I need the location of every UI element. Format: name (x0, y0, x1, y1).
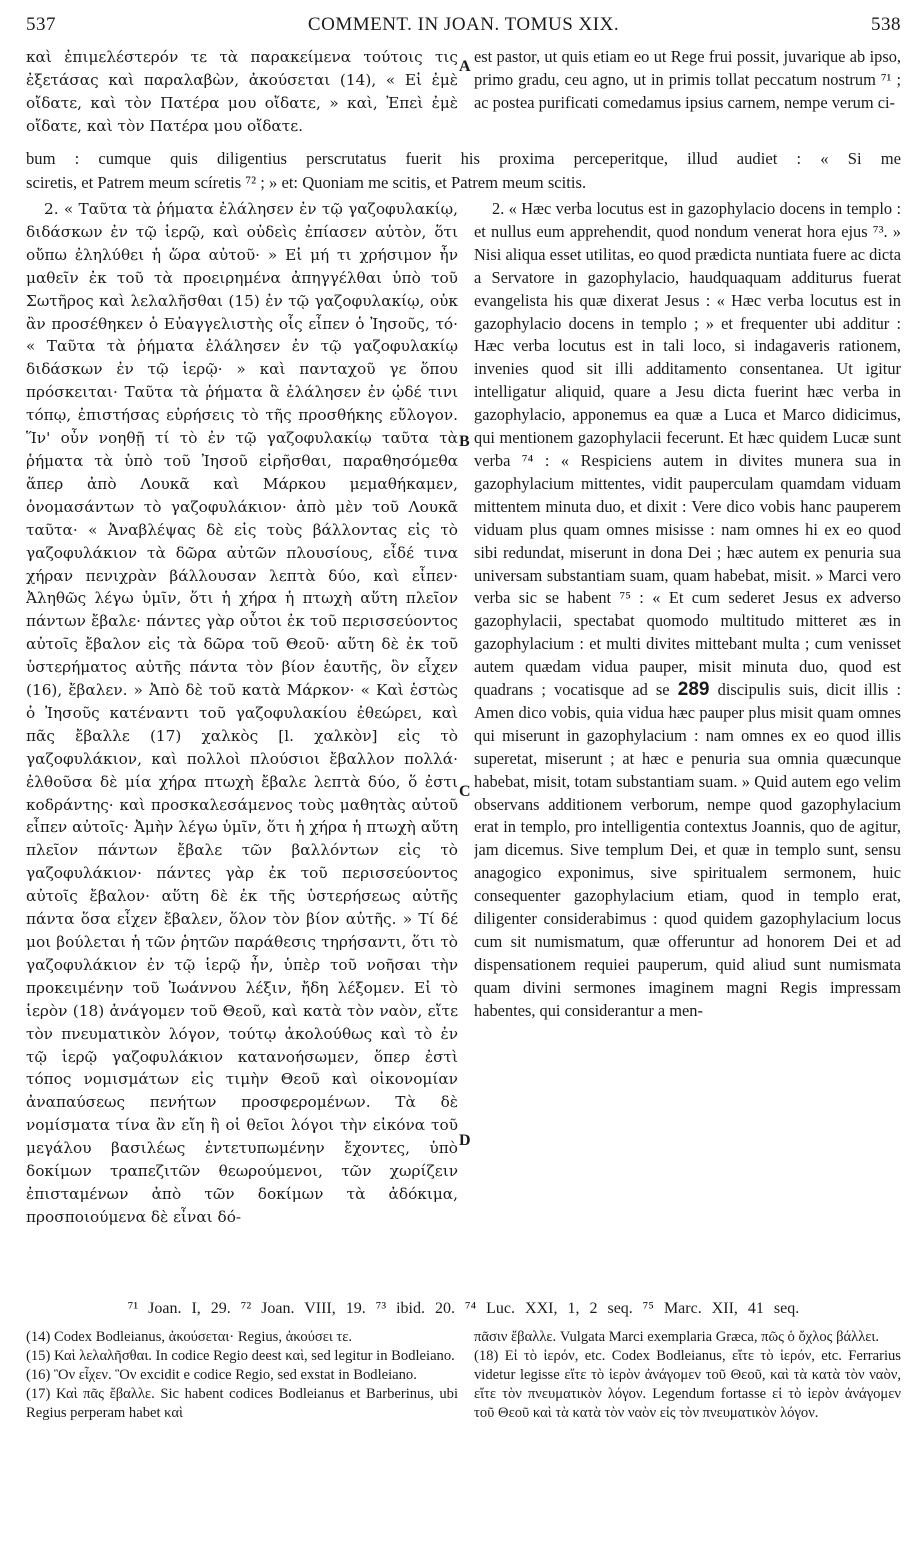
greek-column-main (26, 198, 458, 1288)
footnotes-left (26, 1328, 458, 1423)
margin-marker-b: B (459, 433, 470, 450)
page-number-right: 538 (871, 14, 901, 35)
footnote: (14) Codex Bodleianus, ἀκούσεται· Regius, ἀκούσει τε. (26, 1329, 353, 1345)
full-width-line-2: sciretis, et Patrem meum scíretis ⁷² ; » et: Quoniam me scitis, et Patrem meum scitis. (26, 173, 587, 192)
greek-column-top (26, 46, 458, 138)
running-head (26, 14, 901, 40)
page-number-left: 537 (26, 14, 56, 35)
footnote: (18) Εἰ τὸ ἱερόν, etc. Codex Bodleianus, εἴτε τὸ ἱερόν, etc. Ferrarius videtur legisse εἴτε τὸ ἱερὸν ἀνάγομεν τοῦ Θεοῦ, καὶ τὰ κατὰ τὸν ναὸν, εἴτε τὸν πνευματικὸν λόγον. Legendum fortasse εἰ τὸ ἱερὸν ἀνάγομεν τοῦ Θεοῦ καὶ τὰ κατὰ τὸν ναὸν εἰς τὸν πνευματικὸν λόγον. (474, 1348, 901, 1421)
footnote: (15) Καὶ λελαλῆσθαι. In codice Regio deest καὶ, sed legitur in Bodleiano. (26, 1348, 455, 1364)
full-width-line-1: bum : cumque quis diligentius perscrutatus fuerit his proxima perceperitque, illud audiet : « Si me (26, 149, 901, 168)
footnote: πᾶσιν ἔβαλλε. Vulgata Marci exemplaria Græca, πῶς ὁ ὄχλος βάλλει. (474, 1329, 879, 1345)
footnote: (16) Ὃν εἶχεν. Ὃν excidit e codice Regio, sed exstat in Bodleiano. (26, 1367, 417, 1383)
latin-text-a: 2. « Hæc verba locutus est in gazophylacio docens in templo : et nullus eum apprehendit, quod nondum venerat hora ejus ⁷³. » Nisi aliqua esset utilitas, eo quod prædicta nuntiata fuere ac dicta a Servatore in gazophylacio, haudquaquam additurus fuerat evangelista his quæ dixerat Jesus : « Hæc verba locutus est in gazophylacio docens in templo ; » et frequenter ubi additur : Hæc verba locutus est in tali loco, si indagaveris rationem, invenies quod sit illi additamento consentanea. Ut igitur intelligatur aliquid, quare a Jesu dicta fuerint hæc verba in gazophylacio, apponemus ea quæ a Luca et Marco didicimus, qui mentionem gazophylacii fecerunt. Et hæc quidem Lucæ sunt verba ⁷⁴ : « Respiciens autem in divites munera sua in gazophylacium mittentes, vidit pauperculam quamdam viduam mittentem minuta duo, et dixit : Vere dico vobis hanc pauperem viduam plus quam omnes misisse : nam omnes hi ex eo quod sibi redundat, miserunt in dona Dei ; hæc autem ex penuria sua universam substantiam suam, quam habebat, misit. » Marci vero verba sic se habent ⁷⁵ : « Et cum sederet Jesus ex adverso gazophylacii, spectabat quomodo multitudo mitteret æs in gazophylacium : et multi divites mittebant multa ; cum venisset autem quædam vidua pauper, misit minuta duo, quod est quadrans ; vocatisque ad se (474, 199, 901, 700)
latin-text-b: discipulis suis, dicit illis : Amen dico vobis, quia vidua hæc pauper plus misit quam omnes qui miserunt in gazophylacium : nam omnes ex eo quod illis superetat, miserunt ; at hæc e penuria sua omnia quæcunque habebat, misit, totam substantiam suam. » Quid autem ego velim observans additionem verborum, nempe quod gazophylacium erat in templo, pro intelligentia contextus Joannis, quo de agitur, jam dicemus. Sive templum Dei, et quæ in templo sunt, sensu anagogico exponimus, sive spiritualem sermonem, huic consequenter gazophylacium etiam, quod in templo erat, diligenter considerabimus : quod quidem gazophylacium locus cum sit numismatum, quæ offeruntur ad honorem Dei et ad dispensationem requiei pauperum, quid aliud sunt numismata quam divini sermones imaginem magni Regis impressam habentes, qui considerantur a men- (474, 680, 901, 1020)
margin-marker-d: D (459, 1132, 471, 1149)
running-title: COMMENT. IN JOAN. TOMUS XIX. (307, 14, 620, 35)
margin-marker-c: C (459, 783, 471, 800)
scripture-references: ⁷¹ Joan. I, 29. ⁷² Joan. VIII, 19. ⁷³ ibid. 20. ⁷⁴ Luc. XXI, 1, 2 seq. ⁷⁵ Marc. XII, 41 seq. (127, 1300, 800, 1317)
latin-column-top (474, 46, 901, 138)
margin-marker-a: A (459, 58, 471, 75)
latin-paragraph-main (474, 198, 901, 1023)
footnote: (17) Καὶ πᾶς ἔβαλλε. Sic habent codices Bodleianus et Barberinus, ubi Regius perperam habet καὶ (26, 1386, 458, 1421)
footnotes-right (474, 1328, 901, 1423)
column-page-number: 289 (677, 679, 710, 701)
latin-paragraph-top: est pastor, ut quis etiam eo ut Rege frui possit, juvarique ab ipso, primo gradu, ceu agno, ut in primis tollat peccatum nostrum ⁷¹ ; ac postea purificati comedamus ipsius carnem, nempe verum ci- (474, 47, 901, 112)
greek-paragraph-top: καὶ ἐπιμελέστερόν τε τὰ παρακείμενα τούτοις τις ἐξετάσας καὶ παραλαβὼν, ἀκούσεται (14), « Εἰ ἐμὲ οἴδατε, καὶ τὸν Πατέρα μου οἴδατε, » καὶ, Ἐπεὶ ἐμὲ οἴδατε, καὶ τὸν Πατέρα μου οἴδατε. (26, 48, 458, 135)
latin-column-main (474, 198, 901, 1288)
greek-paragraph-main: 2. « Ταῦτα τὰ ῥήματα ἐλάλησεν ἐν τῷ γαζοφυλακίῳ, διδάσκων ἐν τῷ ἱερῷ, καὶ οὐδεὶς ἐπίασεν αὐτὸν, ὅτι οὔπω ἐληλύθει ἡ ὥρα αὐτοῦ· » Εἰ μή τι χρήσιμον ἦν μαθεῖν ἐκ τοῦ τὰ προειρημένα ἀπηγγέλθαι ὑπὸ τοῦ Σωτῆρος καὶ λελαλῆσθαι (15) ἐν τῷ γαζοφυλακίῳ, οὐκ ἂν προσέθηκεν ὁ Εὐαγγελιστὴς οἷς εἶπεν ὁ Ἰησοῦς, τό· « Ταῦτα τὰ ῥήματα ἐλάλησεν ἐν τῷ γαζοφυλακίῳ διδάσκων ἐν τῷ ἱερῷ· » καὶ πανταχοῦ γε ὅπου πρόσκειται· Ταῦτα τὰ ῥήματα ἃ ἐλάλησεν ἐν ᾡδέ τινι τόπῳ, ἐπιστήσας εὑρήσεις τὸ τῆς προσθήκης εὔλογον. Ἵν' οὖν νοηθῇ τί τὸ ἐν τῷ γαζοφυλακίῳ ταῦτα τὰ ῥήματα τὰ ὑπὸ τοῦ Ἰησοῦ εἰρῆσθαι, παραθησόμεθα ἅπερ ἀπὸ Λουκᾶ καὶ Μάρκου μεμαθήκαμεν, ὀνομασάντων τὸ γαζοφυλάκιον· ἀπὸ μὲν τοῦ Λουκᾶ ταῦτα· « Ἀναβλέψας δὲ εἰς τοὺς βάλλοντας εἰς τὸ γαζοφυλάκιον τὰ δῶρα αὐτῶν πλουσίους, εἶδέ τινα χήραν πενιχρὰν βάλλουσαν λεπτὰ δύο, καὶ εἶπεν· Ἀληθῶς λέγω ὑμῖν, ὅτι ἡ χήρα ἡ πτωχὴ αὕτη πλεῖον πάντων ἔβαλε· πάντες γὰρ οὗτοι ἐκ τοῦ περισσεύοντος αὐτοῖς ἔβαλον εἰς τὰ δῶρα τοῦ Θεοῦ· αὕτη δὲ ἐκ τοῦ ὑστερήματος αὐτῆς πάντα τὸν βίον ἑαυτῆς, ὃν εἶχεν (16), ἔβαλεν. » Ἀπὸ δὲ τοῦ κατὰ Μάρκον· « Καὶ ἑστὼς ὁ Ἰησοῦς κατέναντι τοῦ γαζοφυλακίου ἐθεώρει, καὶ πᾶς ἔβαλλε (17) χαλκὸς [l. χαλκὸν] εἰς τὸ γαζοφυλάκιον, καὶ πολλοὶ πλούσιοι ἔβαλλον πολλά· ἐλθοῦσα δὲ μία χήρα πτωχὴ ἔβαλε λεπτὰ δύο, ὅ ἐστι κοδράντης· καὶ προσκαλεσάμενος τοὺς μαθητὰς αὐτοῦ εἶπεν αὐτοῖς· Ἀμὴν λέγω ὑμῖν, ὅτι ἡ χήρα ἡ πτωχὴ αὕτη πλεῖον πάντων ἔβαλε τῶν βαλλόντων εἰς τὸ γαζοφυλάκιον· πάντες γὰρ ἐκ τοῦ περισσεύοντος αὐτοῖς ἔβαλον· αὕτη δὲ ἐκ τῆς ὑστερήσεως αὐτῆς πάντα ὅσα εἶχεν ἔβαλεν, ὅλον τὸν βίον αὐτῆς. » Τί δέ μοι βούλεται ἡ τῶν ῥητῶν παράθεσις τηρήσαντι, ὅτι τὸ γαζοφυλάκιον ἐν τῷ ἱερῷ ἦν, ὑπὲρ τοῦ νοῆσαι τὴν προκειμένην τοῦ Ἰωάννου λέξιν, ἤδη λέξομεν. Εἰ τὸ ἱερὸν (18) ἀνάγομεν τοῦ Θεοῦ, καὶ κατὰ τὸν ναὸν, εἴτε τὸν πνευματικὸν λόγον, τούτῳ ἀκολούθως καὶ τὸ ἐν τῷ ἱερῷ γαζοφυλάκιον κατανοήσωμεν, ὅπερ ἐστὶ τόπος νομισμάτων εἰς τιμὴν Θεοῦ καὶ οἰκονομίαν ἀναπαύσεως πενήτων προσφερομένων. Τὰ δὲ νομίσματα τίνα ἂν εἴη ἢ οἱ θεῖοι λόγοι τὴν εἰκόνα τοῦ μεγάλου βασιλέως ἐντετυπωμένην ἔχοντες, ὑπὸ δοκίμων τραπεζιτῶν θεωρούμενοι, τῶν χωρίζειν ἐπισταμένων ἀπὸ τῶν δοκίμων τὰ ἀδόκιμα, προσποιούμενα δὲ εἶναι δό- (26, 200, 458, 1226)
